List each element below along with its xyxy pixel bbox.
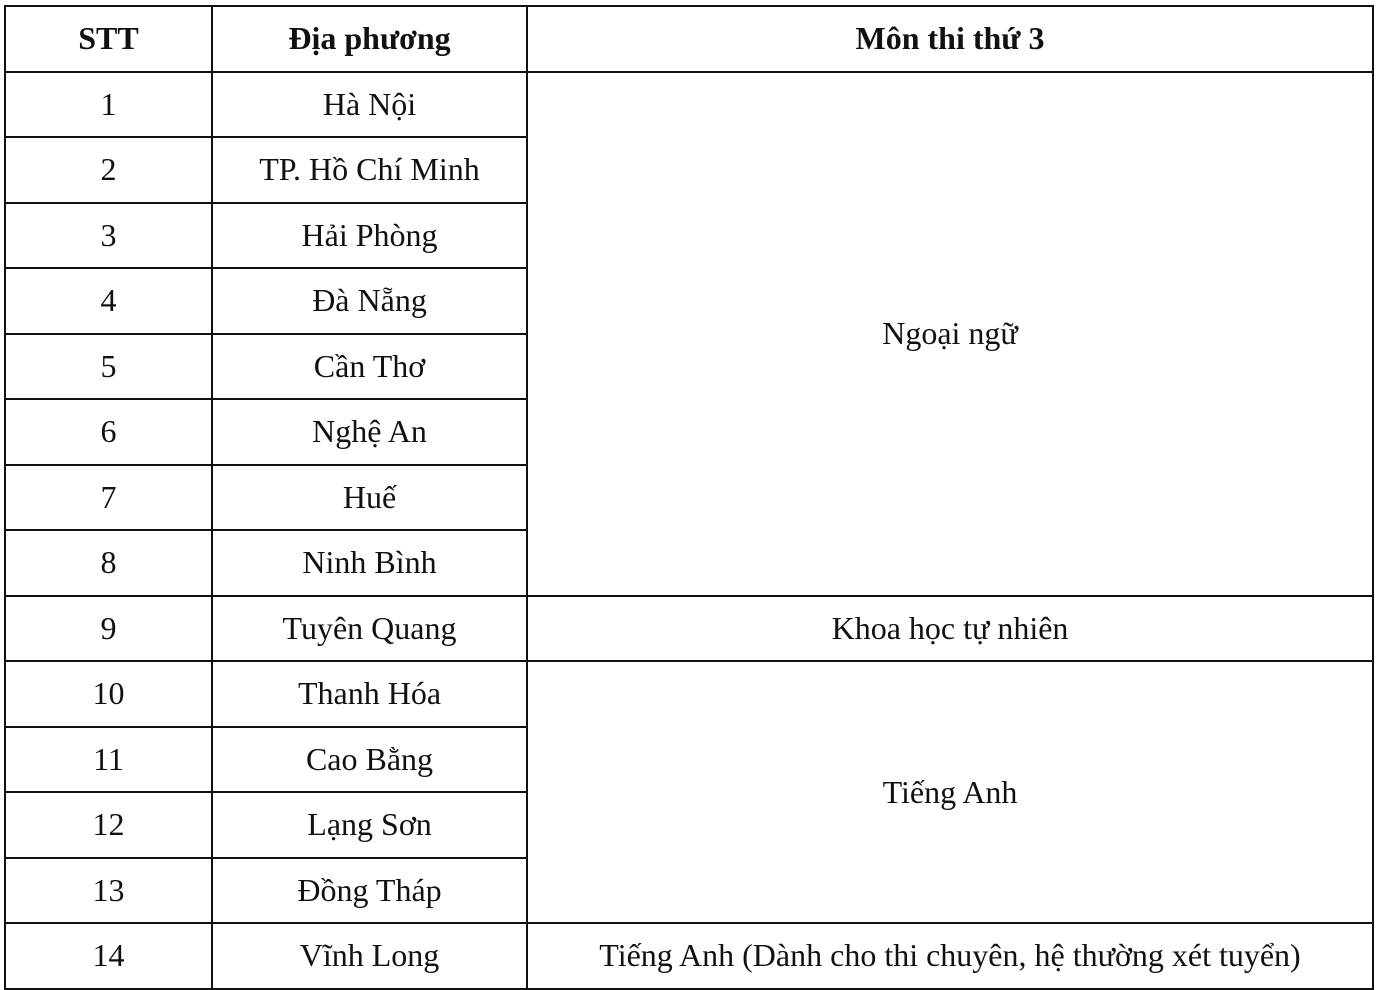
stt-cell: 7: [5, 465, 212, 531]
stt-cell: 2: [5, 137, 212, 203]
stt-cell: 12: [5, 792, 212, 858]
stt-cell: 1: [5, 72, 212, 138]
locality-cell: Hải Phòng: [212, 203, 527, 269]
stt-cell: 8: [5, 530, 212, 596]
locality-cell: Ninh Bình: [212, 530, 527, 596]
table-row: [5, 596, 1373, 662]
stt-cell: 10: [5, 661, 212, 727]
locality-cell: Lạng Sơn: [212, 792, 527, 858]
subject-cell: Tiếng Anh (Dành cho thi chuyên, hệ thường xét tuyển): [527, 923, 1373, 989]
locality-cell: Đà Nẵng: [212, 268, 527, 334]
stt-cell: 14: [5, 923, 212, 989]
header-stt: STT: [5, 6, 212, 72]
table-row: [5, 661, 1373, 727]
locality-cell: Tuyên Quang: [212, 596, 527, 662]
subject-cell: Khoa học tự nhiên: [527, 596, 1373, 662]
locality-cell: Hà Nội: [212, 72, 527, 138]
header-subject: Môn thi thứ 3: [527, 6, 1373, 72]
stt-cell: 6: [5, 399, 212, 465]
exam-subject-table: [4, 5, 1374, 990]
table-row: [5, 72, 1373, 138]
locality-cell: Huế: [212, 465, 527, 531]
stt-cell: 11: [5, 727, 212, 793]
stt-cell: 4: [5, 268, 212, 334]
header-locality: Địa phương: [212, 6, 527, 72]
locality-cell: Thanh Hóa: [212, 661, 527, 727]
table-row: [5, 923, 1373, 989]
stt-cell: 9: [5, 596, 212, 662]
stt-cell: 13: [5, 858, 212, 924]
subject-cell: Ngoại ngữ: [527, 72, 1373, 596]
locality-cell: Nghệ An: [212, 399, 527, 465]
table-body: [5, 72, 1373, 989]
locality-cell: Cao Bằng: [212, 727, 527, 793]
subject-cell: Tiếng Anh: [527, 661, 1373, 923]
header-row: [5, 6, 1373, 72]
locality-cell: TP. Hồ Chí Minh: [212, 137, 527, 203]
stt-cell: 5: [5, 334, 212, 400]
locality-cell: Đồng Tháp: [212, 858, 527, 924]
locality-cell: Vĩnh Long: [212, 923, 527, 989]
locality-cell: Cần Thơ: [212, 334, 527, 400]
stt-cell: 3: [5, 203, 212, 269]
